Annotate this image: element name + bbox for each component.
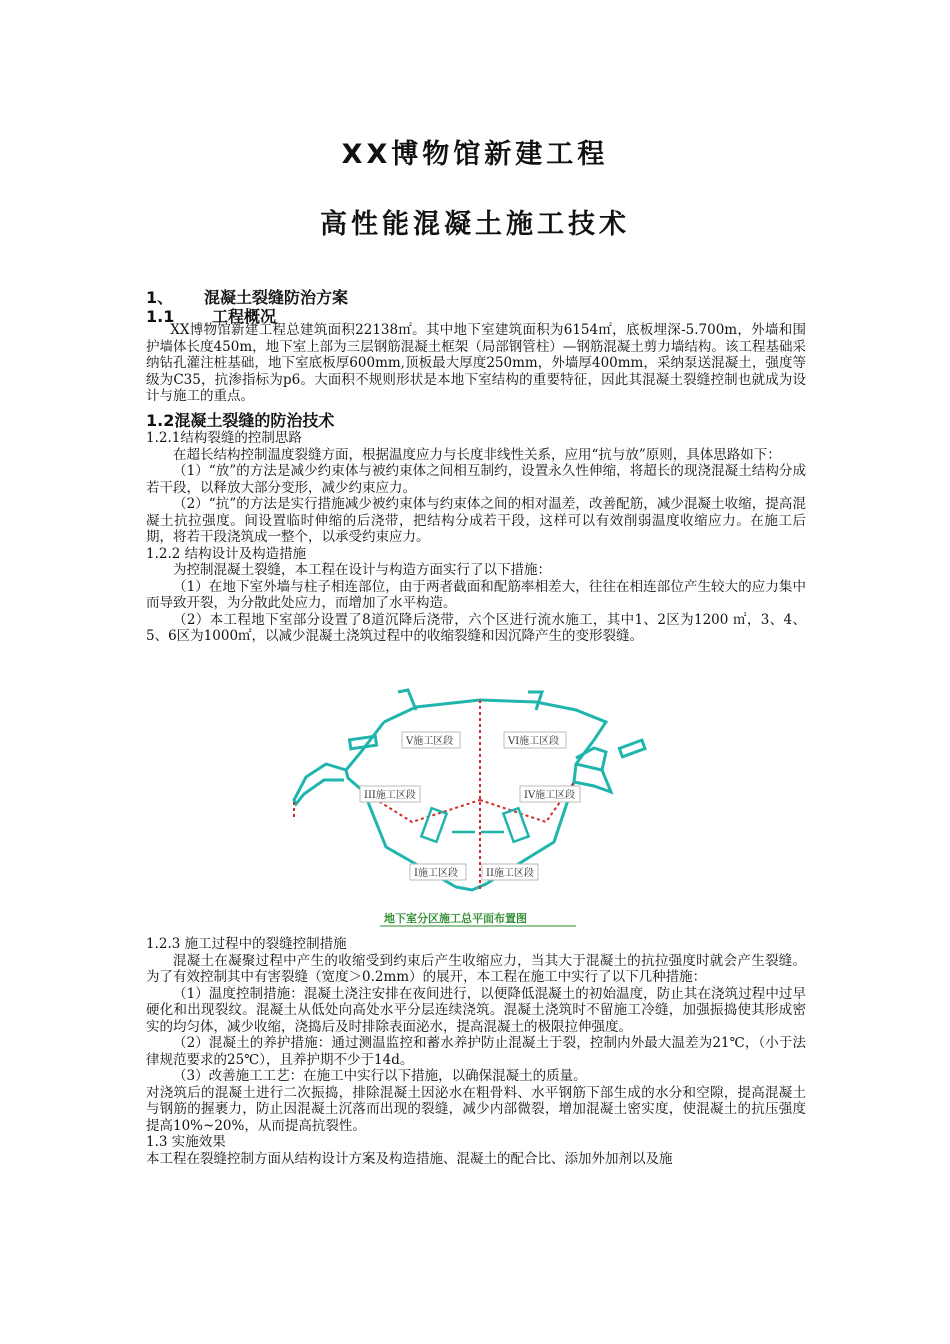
zone-label-6: VI施工区段 [508, 736, 560, 747]
zoning-plan-figure [276, 682, 672, 930]
paragraph: 本工程在裂缝控制方面从结构设计方案及构造措施、混凝土的配合比、添加外加剂以及施 [146, 1150, 673, 1167]
section-1-2-heading: 1.2混凝土裂缝的防治技术 [146, 411, 335, 430]
paragraph: （2）混凝土的养护措施：通过测温监控和蓄水养护防止混凝土于裂，控制内外最大温差为21℃，（小于法律规范要求的25℃），且养护期不少于14d。 [146, 1035, 806, 1068]
zone-label-2: II施工区段 [486, 868, 534, 879]
section-1-label: 混凝土裂缝防治方案 [204, 288, 349, 307]
subsection-heading: 1.2.3 施工过程中的裂缝控制措施 [146, 936, 347, 952]
paragraph: （1）温度控制措施：混凝土浇注安排在夜间进行，以便降低混凝土的初始温度，防止其在浇筑过程中过早硬化和出现裂纹。混凝土从低处向高处水平分层连续浇筑。混凝土浇筑时不留施工冷缝，加强振捣使其形成密实的均匀体，减少收缩，浇捣后及时排除表面泌水，提高混凝土的极限拉伸强度。 [146, 985, 806, 1035]
paragraph: （3）改善施工工艺：在施工中实行以下措施，以确保混凝土的质量。 [173, 1068, 587, 1084]
subsection-heading: 1.3 实施效果 [146, 1134, 226, 1150]
section-1-2-1-body [146, 430, 806, 645]
subsection-heading: 1.2.1结构裂缝的控制思路 [146, 430, 302, 446]
section-1-number: 1、 [146, 288, 174, 307]
zone-label-5: V施工区段 [406, 736, 454, 747]
paragraph: 为控制混凝土裂缝，本工程在设计与构造方面实行了以下措施： [173, 562, 551, 578]
zone-label-4: IV施工区段 [524, 790, 576, 801]
paragraph: （2）“抗”的方法是实行措施减少被约束体与约束体之间的相对温差，改善配筋，减少混凝土收缩，提高混凝土抗拉强度。间设置临时伸缩的后浇带，把结构分成若干段，这样可以有效削弱温度收缩应力。在施工后期，将若干段浇筑成一整个，以承受约束应力。 [146, 496, 806, 545]
paragraph: （1）在地下室外墙与柱子相连部位，由于两者截面和配筋率相差大，往往在相连部位产生较大的应力集中而导致开裂，为分散此处应力，而增加了水平构造。 [146, 578, 806, 611]
section-1-1-number: 1.1 [146, 307, 175, 326]
paragraph: XX博物馆新建工程总建筑面积22138㎡。其中地下室建筑面积为6154㎡，底板埋深-5.700m，外墙和围护墙体长度450m，地下室上部为三层钢筋混凝土框架（局部钢管柱）—钢筋混凝土剪力墙结构。该工程基础采纳钻孔灌注桩基础，地下室底板厚600mm,顶板最大厚度250mm，外墙厚400mm，采纳泵送混凝土，强度等级为C35，抗渗指标为p6。大面积不规则形状是本地下室结构的重要特征，因此其混凝土裂缝控制也就成为设计与施工的重点。 [146, 322, 806, 404]
zoning-plan-drawing [276, 682, 672, 930]
zone-label-3: III施工区段 [364, 790, 416, 801]
paragraph: （1）“放”的方法是减少约束体与被约束体之间相互制约，设置永久性伸缩，将超长的现浇混凝土结构分成若干段，以释放大部分变形，减少约束应力。 [146, 463, 806, 496]
section-1-2-3-body [146, 936, 806, 1167]
document-subtitle: 高性能混凝土施工技术 [320, 209, 630, 240]
paragraph: 在超长结构控制温度裂缝方面，根据温度应力与长度非线性关系，应用“抗与放”原则，具体思路如下： [173, 446, 781, 463]
subsection-heading: 1.2.2 结构设计及构造措施 [146, 545, 307, 562]
section-1-1-label: 工程概况 [212, 307, 277, 326]
figure-caption: 地下室分区施工总平面布置图 [384, 912, 527, 925]
paragraph: 对浇筑后的混凝土进行二次振捣，排除混凝土因泌水在粗骨料、水平钢筋下部生成的水分和空隙，提高混凝土与钢筋的握裹力，防止因混凝土沉落而出现的裂缝，减少内部微裂，增加混凝土密实度，使混凝土的抗压强度提高10%~20%，从而提高抗裂性。 [146, 1084, 806, 1134]
zone-label-1: I施工区段 [414, 868, 458, 879]
paragraph: （2）本工程地下室部分设置了8道沉降后浇带，六个区进行流水施工，其中1、2区为1200 ㎡，3、4、5、6区为1000㎡，以减少混凝土浇筑过程中的收缩裂缝和因沉降产生的变形裂缝。 [146, 611, 806, 644]
document-title: XX博物馆新建工程 [341, 139, 609, 170]
paragraph: 混凝土在凝聚过程中产生的收缩受到约束后产生收缩应力，当其大于混凝土的抗拉强度时就会产生裂缝。为了有效控制其中有害裂缝（宽度＞0.2mm）的展开，本工程在施工中实行了以下几种措施： [146, 952, 806, 985]
section-1-1-body [146, 322, 806, 405]
